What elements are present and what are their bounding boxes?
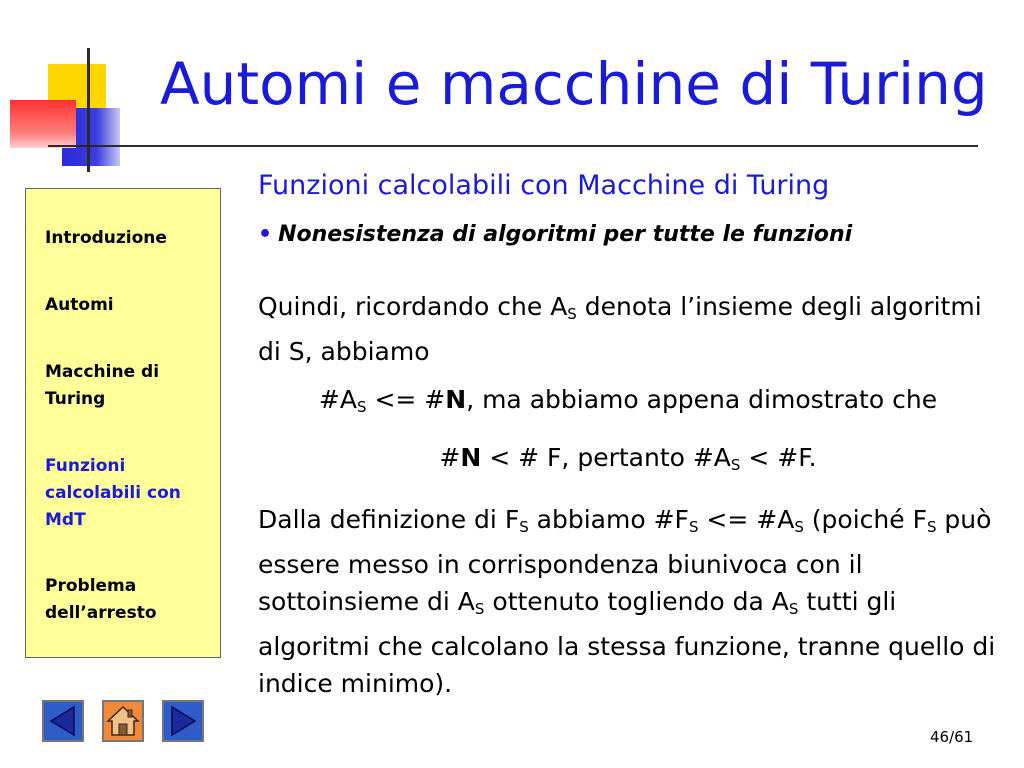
left-arrow-icon — [44, 702, 82, 740]
formula-line-1 — [258, 385, 998, 416]
slide-title: Automi e macchine di Turing — [160, 50, 988, 118]
text-run: , ma abbiamo appena dimostrato che — [466, 385, 938, 414]
text-run: Dalla definizione di F — [258, 505, 520, 534]
subscript: S — [926, 518, 937, 536]
sidebar-item-automi[interactable]: Automi — [45, 295, 114, 315]
home-icon — [104, 702, 142, 740]
formula-line-2 — [258, 443, 998, 474]
section-subtitle: Funzioni calcolabili con Macchine di Turing — [258, 170, 830, 201]
bullet-icon: • — [258, 222, 273, 247]
subscript: S — [788, 600, 799, 618]
text-run: tutti gli algoritmi che calcolano la stessa funzione, tranne quello di indice minimo). — [258, 587, 996, 698]
sidebar-item-funzioni-calcolabili[interactable]: Funzioni calcolabili con MdT — [45, 456, 181, 530]
text-run: Quindi, ricordando che A — [258, 292, 568, 321]
title-underline — [48, 145, 978, 147]
text-run: < # F, pertanto #A — [481, 443, 731, 472]
bold-symbol: N — [460, 443, 482, 472]
subscript: S — [519, 518, 529, 536]
corner-logo — [0, 40, 170, 180]
page-number: 46/61 — [930, 728, 974, 746]
subscript: S — [730, 456, 741, 474]
paragraph-2 — [258, 501, 998, 702]
text-run: # — [439, 443, 461, 472]
bullet-text: Nonesistenza di algoritmi per tutte le funzioni — [278, 222, 853, 247]
text-run: < #F. — [740, 443, 817, 472]
text-run: (poiché F — [803, 505, 927, 534]
subscript: S — [474, 600, 485, 618]
right-arrow-icon — [164, 702, 202, 740]
logo-vertical-line — [87, 48, 90, 172]
home-button[interactable] — [102, 700, 144, 742]
text-run: <= # — [366, 385, 446, 414]
subscript: S — [794, 518, 804, 536]
sidebar-item-problema-arresto[interactable]: Problema dell’arresto — [45, 576, 157, 623]
subscript: S — [567, 305, 577, 323]
subscript: S — [356, 398, 367, 416]
bullet-point — [258, 222, 852, 247]
text-run: abbiamo #F — [528, 505, 689, 534]
logo-red-square — [10, 100, 76, 148]
subscript: S — [688, 518, 699, 536]
text-run: denota l’insieme degli algoritmi di S, abbiamo — [258, 292, 982, 366]
text-run: <= #A — [698, 505, 795, 534]
sidebar-item-macchine-di-turing[interactable]: Macchine di Turing — [45, 362, 160, 409]
text-run: #A — [318, 385, 357, 414]
text-run: può essere messo in corrispondenza biunivoca con il sottoinsieme di A — [258, 505, 992, 616]
text-run: ottenuto togliendo da A — [484, 587, 789, 616]
sidebar-item-introduzione[interactable]: Introduzione — [45, 228, 167, 248]
sidebar — [25, 188, 221, 658]
next-slide-button[interactable] — [162, 700, 204, 742]
paragraph-1 — [258, 288, 998, 370]
bold-symbol: N — [445, 385, 467, 414]
previous-slide-button[interactable] — [42, 700, 84, 742]
